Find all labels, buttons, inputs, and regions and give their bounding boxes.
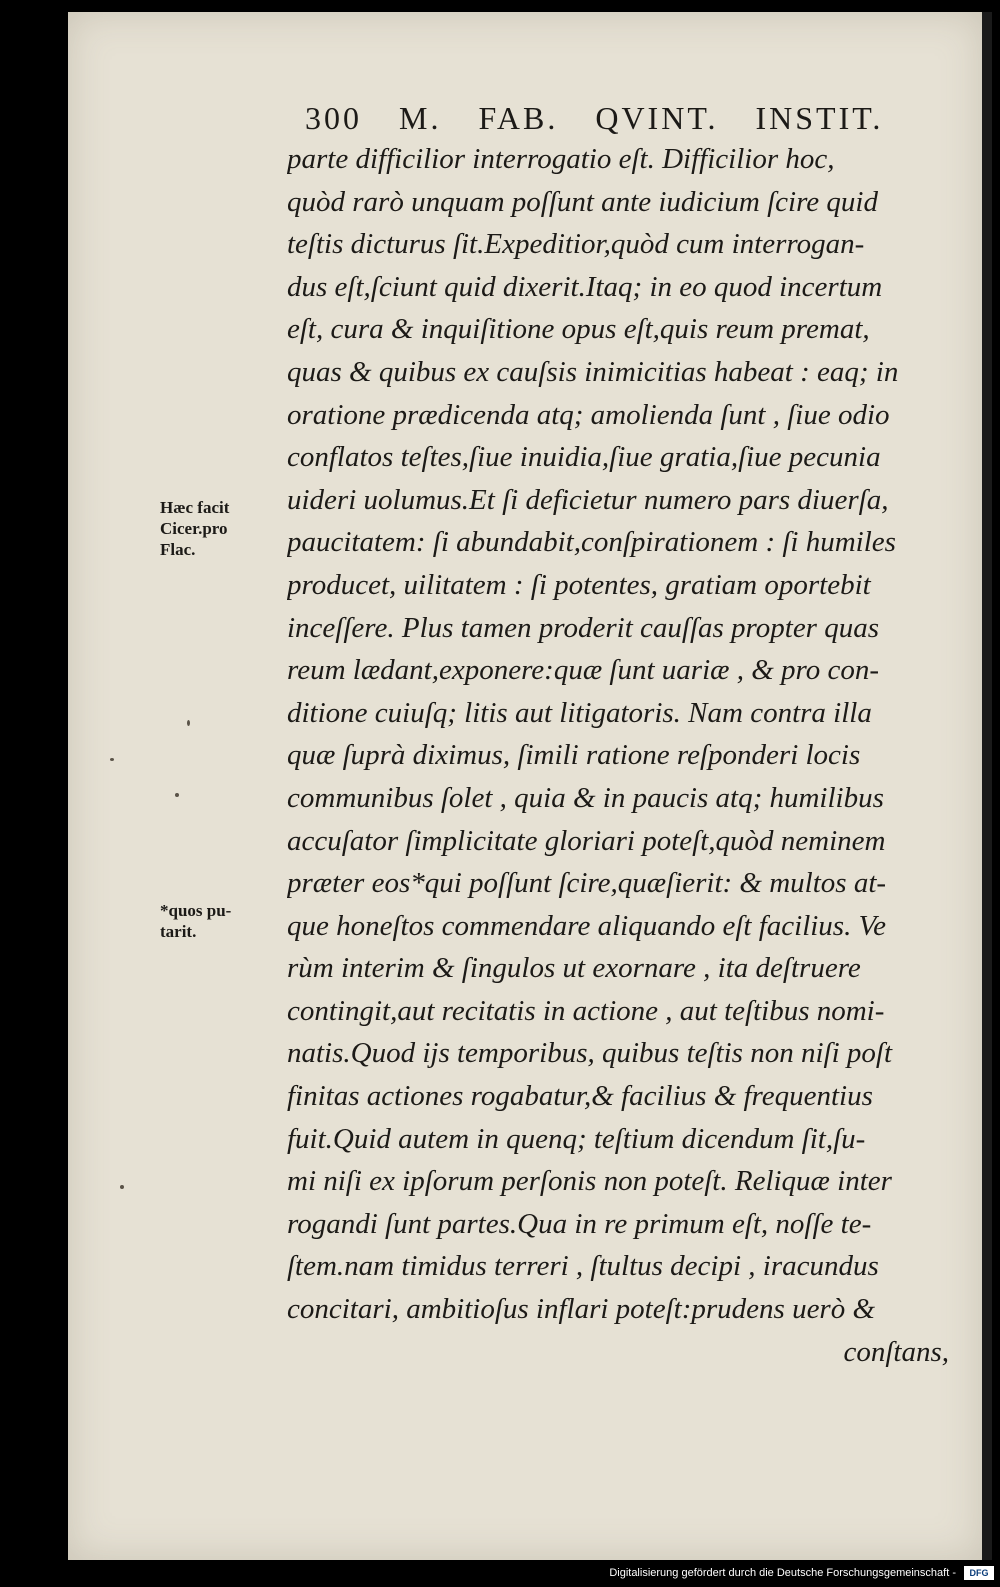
text-line: dus eſt,ſciunt quid dixerit.Itaq; in eo quod incertum: [287, 270, 883, 303]
text-line: finitas actiones rogabatur,& facilius & frequentius: [287, 1080, 873, 1113]
ink-speck: [187, 720, 190, 726]
header-word: M.: [399, 100, 442, 136]
page-edge: [982, 12, 992, 1560]
text-line: oratione prædicenda atq; amolienda ſunt , ſiue odio: [287, 398, 890, 431]
text-line: rùm interim & ſingulos ut exornare , ita deſtruere: [287, 952, 861, 985]
margin-note-cicero: [160, 497, 280, 560]
header-word: INSTIT.: [755, 100, 884, 136]
text-line: fuit.Quid autem in quenq; teſtium dicendum ſit,ſu-: [287, 1122, 866, 1155]
text-line: producet, uilitatem : ſi potentes, gratiam oportebit: [287, 568, 871, 601]
text-line: uideri uolumus.Et ſi deficietur numero pars diuerſa,: [287, 483, 889, 516]
page-number: 300: [305, 100, 362, 136]
text-line: paucitatem: ſi abundabit,conſpirationem : ſi humiles: [287, 526, 896, 559]
margin-note-line: Cicer.pro: [160, 519, 228, 538]
text-line: parte difficilior interrogatio eſt. Difficilior hoc,: [287, 143, 835, 175]
margin-note-line: Flac.: [160, 540, 196, 559]
text-line: reum lædant,exponere:quæ ſunt uariæ , & pro con-: [287, 654, 880, 687]
running-header: [305, 100, 945, 137]
text-line: quæ ſuprà diximus, ſimili ratione reſponderi locis: [287, 739, 861, 772]
text-line: concitari, ambitioſus inflari poteſt:prudens uerò &: [287, 1293, 876, 1326]
body-text: [287, 138, 959, 1373]
margin-note-line: tarit.: [160, 922, 197, 941]
margin-note-quos: [160, 900, 280, 942]
catchword: conſtans,: [843, 1335, 949, 1368]
text-line: eſt, cura & inquiſitione opus eſt,quis reum premat,: [287, 313, 870, 346]
text-line: ſtem.nam timidus terreri , ſtultus decipi , iracundus: [287, 1250, 879, 1283]
dfg-logo: DFG: [964, 1566, 994, 1580]
text-line: conflatos teſtes,ſiue inuidia,ſiue gratia,ſiue pecunia: [287, 441, 881, 474]
ink-speck: [175, 793, 179, 797]
text-line: præter eos*qui poſſunt ſcire,quæſierit: & multos at-: [287, 867, 887, 900]
text-line: ditione cuiuſq; litis aut litigatoris. Nam contra illa: [287, 696, 872, 729]
text-line: contingit,aut recitatis in actione , aut teſtibus nomi-: [287, 994, 885, 1027]
header-word: QVINT.: [595, 100, 719, 136]
digitization-footer: [0, 1561, 1000, 1587]
text-line: que honeſtos commendare aliquando eſt facilius. Ve: [287, 909, 886, 942]
text-line: quas & quibus ex cauſsis inimicitias habeat : eaq; in: [287, 355, 899, 388]
ink-speck: [120, 1185, 124, 1189]
margin-note-line: Hæc facit: [160, 498, 230, 517]
header-word: FAB.: [478, 100, 559, 136]
text-line: inceſſere. Plus tamen proderit cauſſas propter quas: [287, 611, 880, 644]
text-line: quòd rarò unquam poſſunt ante iudicium ſcire quid: [287, 185, 878, 218]
footer-credit: Digitalisierung gefördert durch die Deutsche Forschungsgemeinschaft -: [609, 1567, 956, 1579]
text-line: accuſator ſimplicitate gloriari poteſt,quòd neminem: [287, 824, 886, 857]
text-line: teſtis dicturus ſit.Expeditior,quòd cum interrogan-: [287, 228, 865, 261]
text-line: communibus ſolet , quia & in paucis atq; humilibus: [287, 781, 884, 814]
margin-note-line: *quos pu-: [160, 901, 232, 920]
ink-speck: [110, 758, 114, 761]
text-line: natis.Quod ijs temporibus, quibus teſtis non niſi poſt: [287, 1037, 893, 1070]
text-line: rogandi ſunt partes.Qua in re primum eſt, noſſe te-: [287, 1207, 872, 1240]
text-line: mi niſi ex ipſorum perſonis non poteſt. Reliquæ inter: [287, 1165, 892, 1198]
